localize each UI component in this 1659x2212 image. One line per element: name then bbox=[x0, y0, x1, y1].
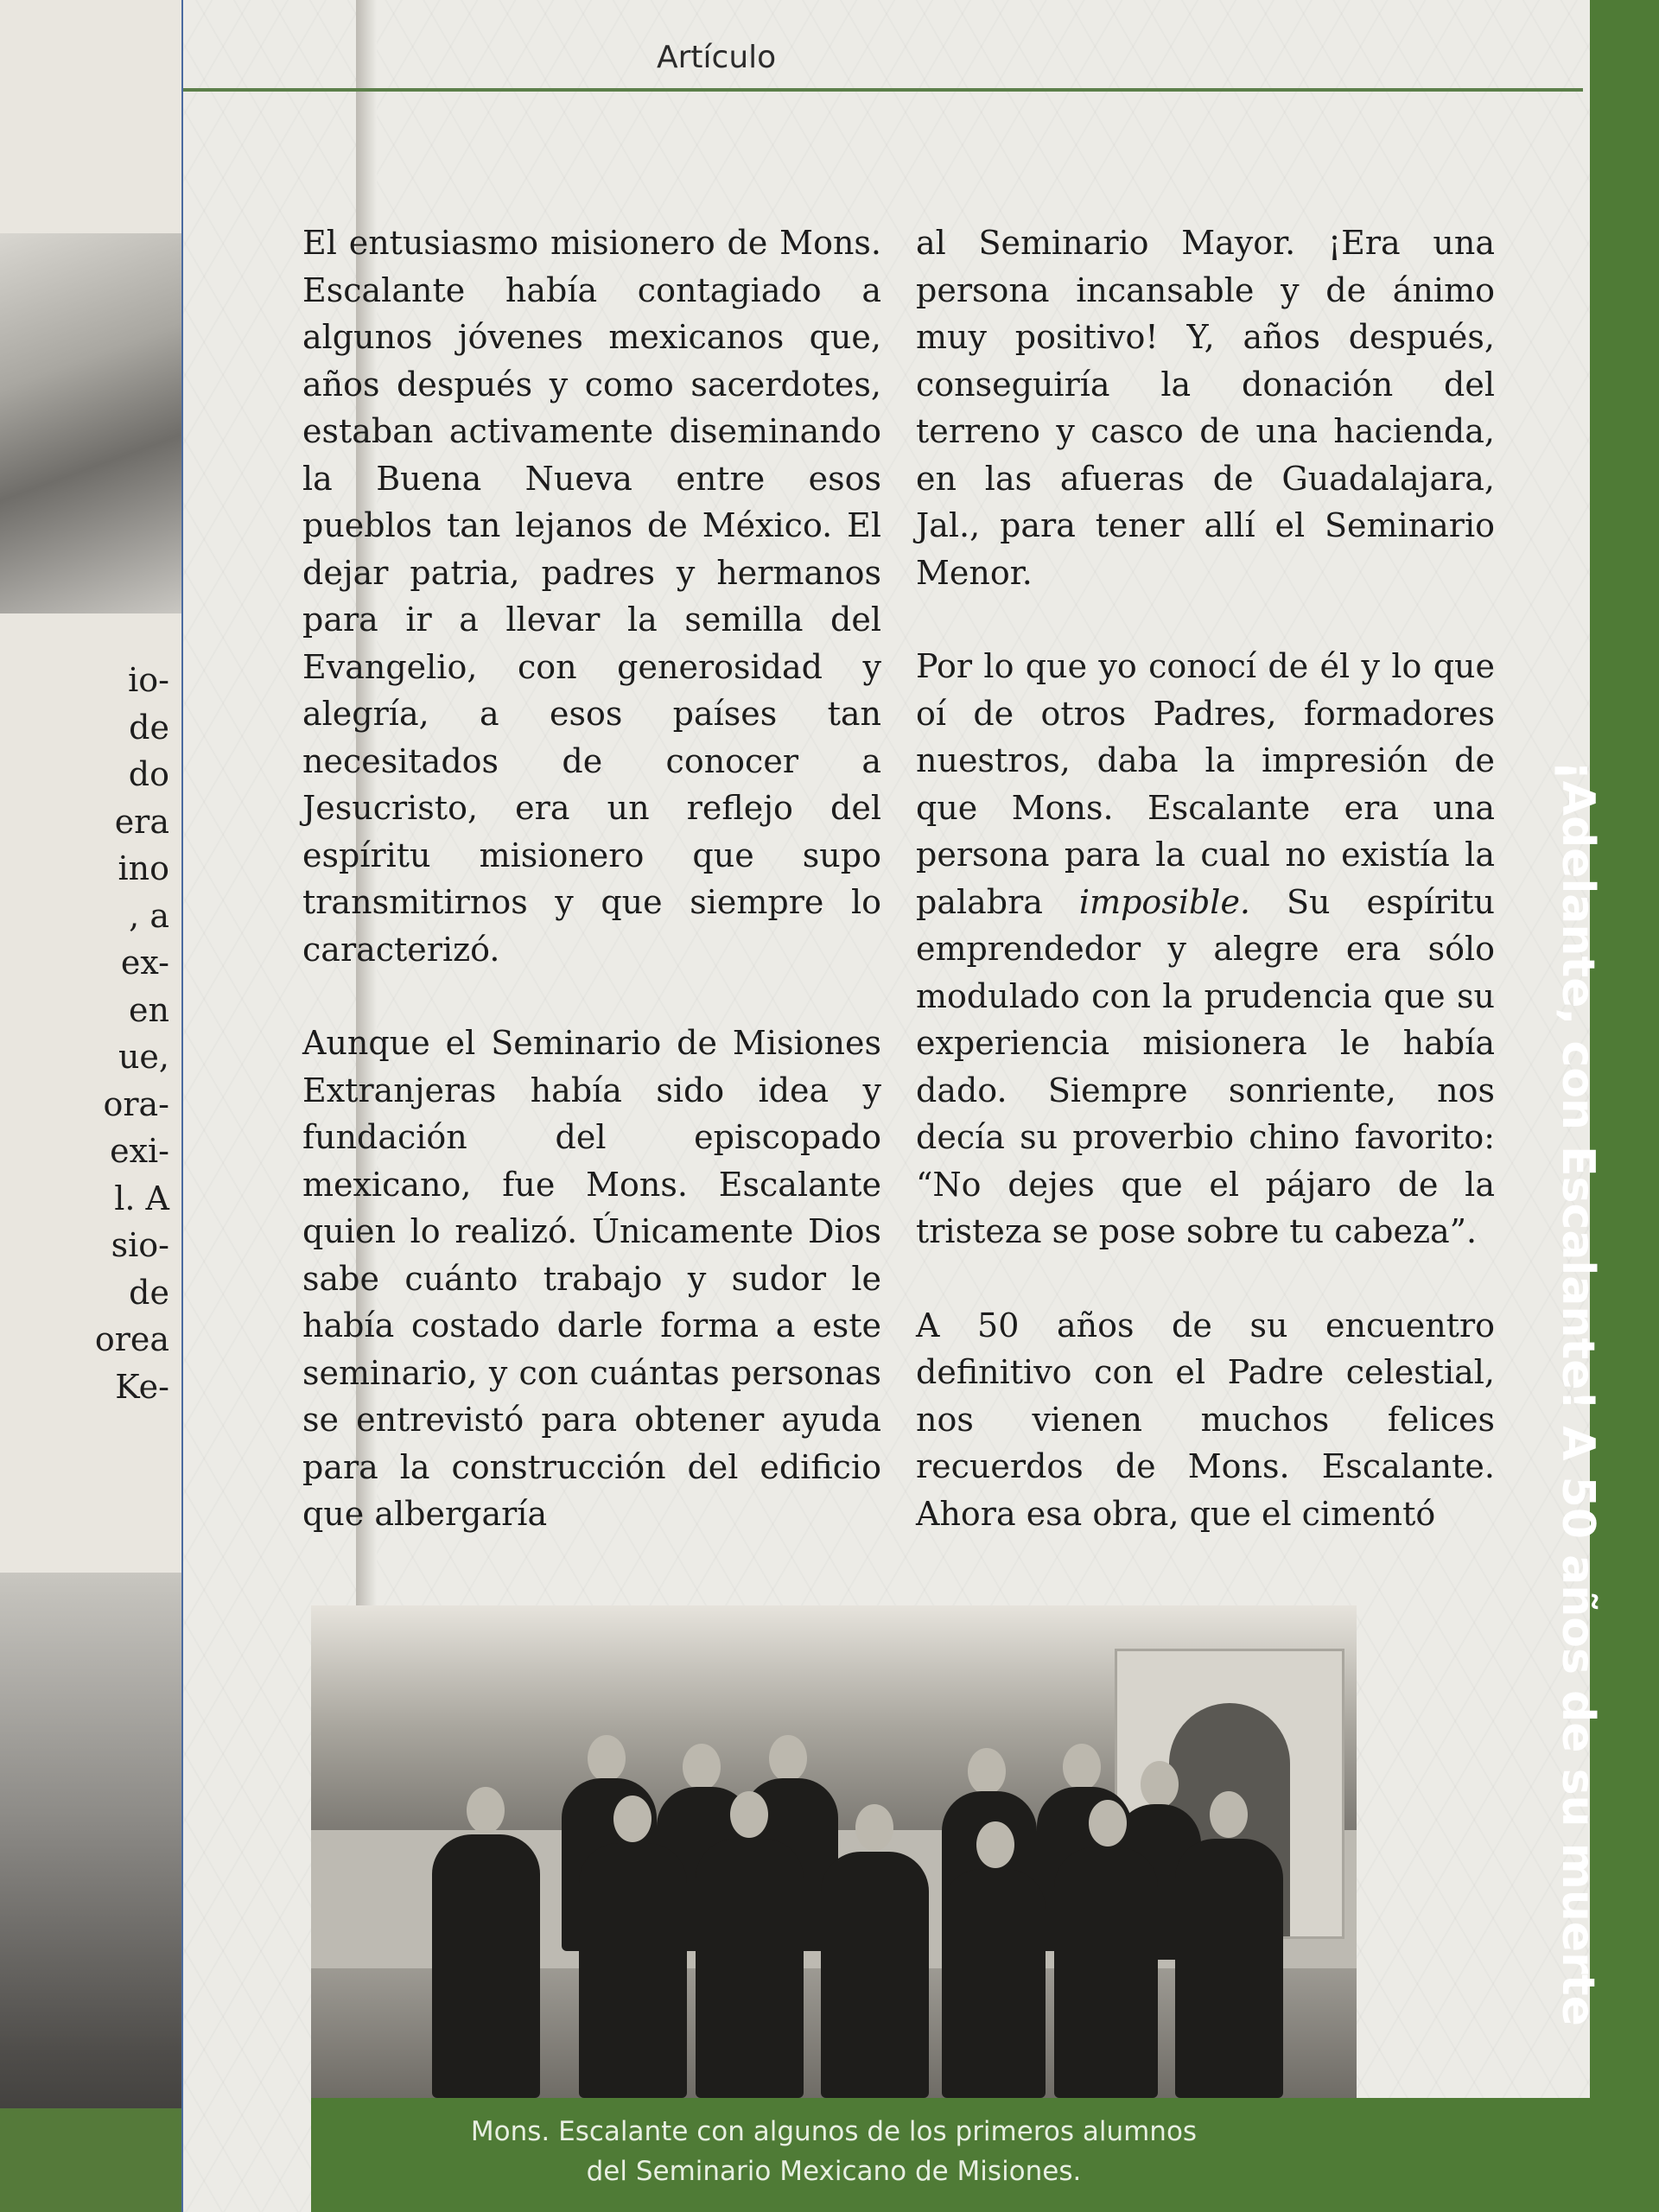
person-head bbox=[1089, 1800, 1127, 1847]
person-head bbox=[613, 1796, 652, 1842]
person-head bbox=[855, 1804, 893, 1851]
left-fragment: ino bbox=[118, 849, 169, 887]
paragraph: A 50 años de su encuentro definitivo con el Padre celestial, nos vienen muchos felices recuerdos de Mons. Escalante. Ahora esa obra, que el cimentó bbox=[916, 1306, 1495, 1533]
caption-line: Mons. Escalante con algunos de los primeros alumnos bbox=[470, 2116, 1198, 2147]
person-figure bbox=[821, 1852, 929, 2098]
paragraph: Aunque el Seminario de Misiones Extranjeras había sido idea y fundación del episcopado mexicano, fue Mons. Escalante quien lo realizó. Únicamente Dios sabe cuánto trabajo y sudor le había costado darle forma a este seminario, y con cuántas personas se entrevistó para obtener ayuda para la construcción del edificio que albergaría bbox=[302, 1024, 881, 1533]
person-head bbox=[467, 1787, 505, 1834]
paragraph-text: Por lo que yo conocí de él y lo que oí de otros Padres, formadores nuestros, daba la impresión de que Mons. Escalante era una persona para la cual no existía la palabra bbox=[916, 647, 1495, 921]
person-head bbox=[588, 1735, 626, 1782]
left-fragment: ora- bbox=[103, 1084, 169, 1123]
left-fragment: de bbox=[129, 708, 169, 747]
paragraph-text: Su espíritu emprendedor y alegre era sólo modulado con la prudencia que su experiencia misionera le había dado. Siempre sonriente, nos decía su proverbio chino favorito: “No dejes que el pájaro de la tristeza se pose sobre tu cabeza”. bbox=[916, 882, 1496, 1250]
person-figure bbox=[1175, 1839, 1283, 2098]
person-figure bbox=[579, 1843, 687, 2098]
person-head bbox=[968, 1748, 1006, 1795]
paragraph bbox=[916, 643, 1495, 1255]
person-head bbox=[769, 1735, 807, 1782]
left-page-photo-top bbox=[0, 233, 181, 613]
person-head bbox=[1063, 1744, 1101, 1790]
person-head bbox=[730, 1791, 768, 1838]
person-figure bbox=[1054, 1847, 1158, 2098]
left-fragment: ex- bbox=[120, 944, 169, 982]
paragraph: El entusiasmo misionero de Mons. Escalante había contagiado a algunos jóvenes mexicanos que, años después y como sacerdotes, estaban activamente diseminando la Buena Nueva entre esos pueblos tan lejanos de México. El dejar patria, padres y hermanos para ir a llevar la semilla del Evangelio, con generosidad y alegría, a esos países tan necesitados de conocer a Jesucristo, era un reflejo del espíritu misionero que supo transmitirnos y que siempre lo caracterizó. bbox=[302, 224, 881, 969]
left-page bbox=[0, 0, 181, 2212]
sidebar-title: ¡Adelante, con Escalante! A 50 años de su muerte bbox=[1552, 760, 1604, 2026]
left-fragment: ue, bbox=[118, 1038, 169, 1076]
left-fragment: l. A bbox=[114, 1179, 169, 1217]
person-head bbox=[976, 1821, 1014, 1868]
left-page-text-fragments bbox=[95, 657, 169, 1410]
left-fragment: io- bbox=[128, 661, 169, 699]
person-figure bbox=[696, 1839, 804, 2098]
left-fragment: Ke- bbox=[115, 1367, 169, 1406]
italic-word: imposible. bbox=[1078, 882, 1251, 921]
left-fragment: , a bbox=[129, 896, 169, 935]
left-fragment: sio- bbox=[111, 1226, 169, 1264]
person-figure bbox=[942, 1869, 1046, 2098]
header-rule bbox=[183, 88, 1583, 92]
person-head bbox=[1141, 1761, 1179, 1808]
group-photo bbox=[311, 1605, 1357, 2098]
article-column-left bbox=[302, 219, 881, 1585]
paragraph: al Seminario Mayor. ¡Era una persona incansable y de ánimo muy positivo! Y, años después, conseguiría la donación del terreno y casco de una hacienda, en las afueras de Guadalajara, Jal., para tener allí el Seminario Menor. bbox=[916, 224, 1495, 592]
left-fragment: de bbox=[129, 1273, 169, 1312]
left-page-green-band bbox=[0, 2108, 181, 2212]
left-fragment: era bbox=[114, 802, 169, 841]
photo-caption bbox=[311, 2112, 1357, 2191]
caption-line: del Seminario Mexicano de Misiones. bbox=[586, 2156, 1082, 2187]
left-fragment: do bbox=[128, 755, 169, 793]
left-fragment: orea bbox=[94, 1320, 169, 1358]
article-column-right bbox=[916, 219, 1495, 1584]
section-header: Artículo bbox=[657, 40, 777, 75]
left-fragment: en bbox=[129, 990, 169, 1029]
person-head bbox=[683, 1744, 721, 1790]
left-fragment: exi- bbox=[110, 1132, 169, 1170]
person-figure bbox=[432, 1834, 540, 2098]
person-head bbox=[1210, 1791, 1248, 1838]
